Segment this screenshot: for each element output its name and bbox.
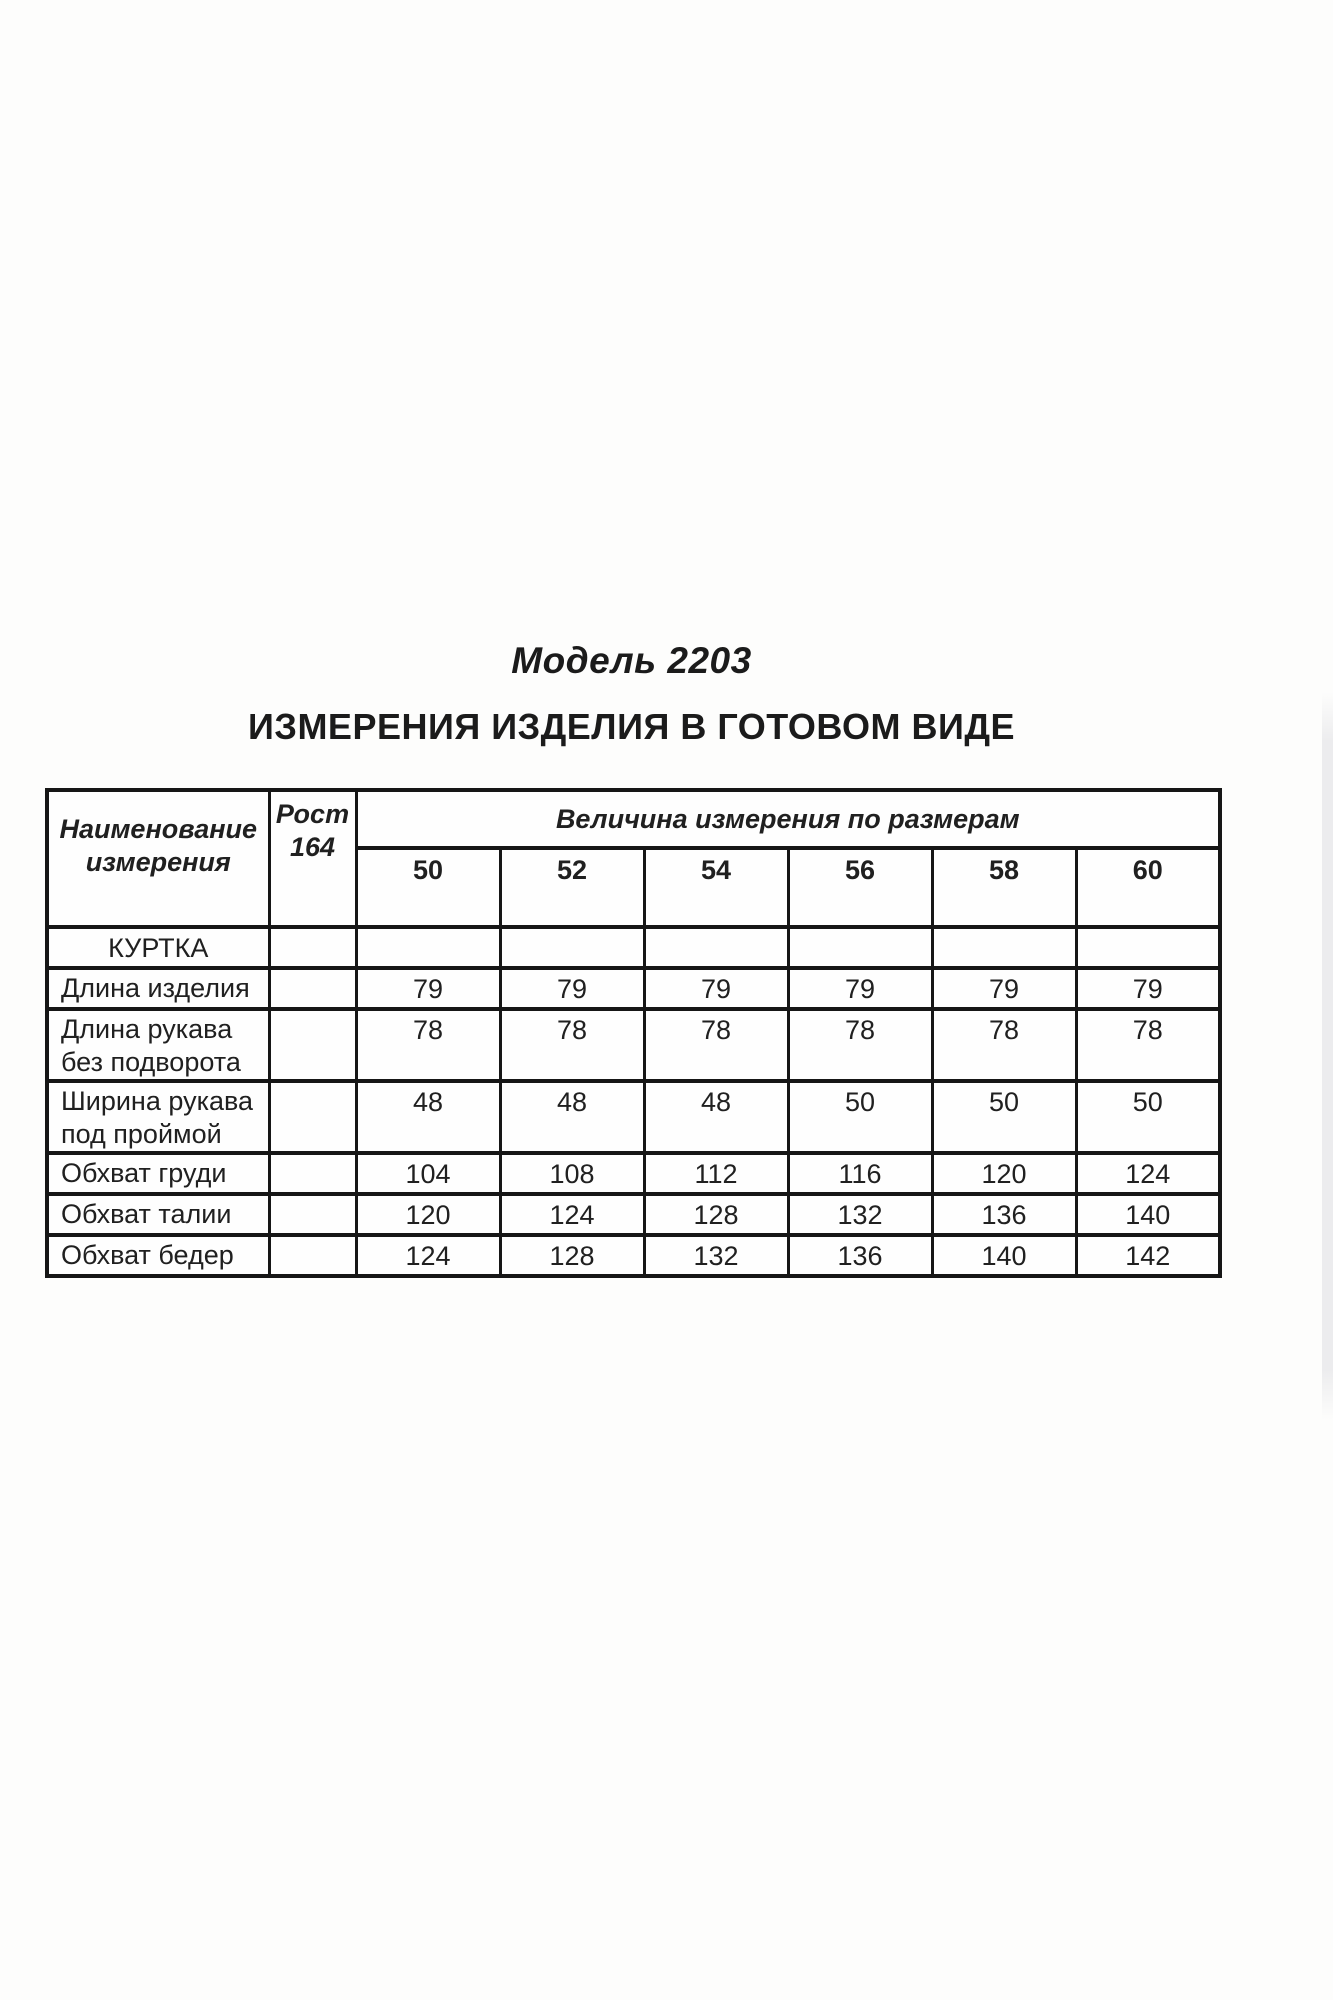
header-row-1 xyxy=(47,790,1220,848)
value-cell: 136 xyxy=(788,1235,932,1276)
height-value: 164 xyxy=(289,832,336,862)
value-cell: 79 xyxy=(644,968,788,1009)
empty-cell xyxy=(932,927,1076,968)
value-cell: 79 xyxy=(500,968,644,1009)
value-cell: 78 xyxy=(356,1009,500,1081)
size-table xyxy=(45,788,1222,1278)
value-cell: 48 xyxy=(356,1081,500,1153)
size-col-header-58: 58 xyxy=(932,848,1076,927)
value-cell: 48 xyxy=(500,1081,644,1153)
value-cell: 50 xyxy=(932,1081,1076,1153)
empty-cell xyxy=(500,927,644,968)
value-cell: 50 xyxy=(788,1081,932,1153)
section-label: КУРТКА xyxy=(47,927,269,968)
page-subtitle: ИЗМЕРЕНИЯ ИЗДЕЛИЯ В ГОТОВОМ ВИДЕ xyxy=(248,706,1015,747)
page-title: Модель 2203 xyxy=(511,640,752,681)
value-cell: 78 xyxy=(1076,1009,1220,1081)
value-cell: 104 xyxy=(356,1153,500,1194)
value-cell: 140 xyxy=(932,1235,1076,1276)
value-cell: 78 xyxy=(932,1009,1076,1081)
sizes-span-header: Величина измерения по размерам xyxy=(356,790,1220,848)
empty-cell xyxy=(269,1081,356,1153)
value-cell: 78 xyxy=(788,1009,932,1081)
size-col-header-50: 50 xyxy=(356,848,500,927)
value-cell: 124 xyxy=(500,1194,644,1235)
empty-cell xyxy=(269,1009,356,1081)
table-row xyxy=(47,1081,1220,1153)
value-cell: 136 xyxy=(932,1194,1076,1235)
table-row xyxy=(47,1194,1220,1235)
section-row xyxy=(47,927,1220,968)
value-cell: 79 xyxy=(788,968,932,1009)
height-header-cell xyxy=(269,790,356,927)
table-row xyxy=(47,1009,1220,1081)
empty-cell xyxy=(269,1194,356,1235)
value-cell: 50 xyxy=(1076,1081,1220,1153)
value-cell: 120 xyxy=(932,1153,1076,1194)
row-label: Обхват бедер xyxy=(47,1235,269,1276)
empty-cell xyxy=(356,927,500,968)
row-label: Ширина рукава под проймой xyxy=(47,1081,269,1153)
row-label: Обхват талии xyxy=(47,1194,269,1235)
empty-cell xyxy=(269,1235,356,1276)
size-col-header-56: 56 xyxy=(788,848,932,927)
value-cell: 120 xyxy=(356,1194,500,1235)
value-cell: 116 xyxy=(788,1153,932,1194)
value-cell: 128 xyxy=(644,1194,788,1235)
empty-cell xyxy=(269,1153,356,1194)
value-cell: 79 xyxy=(356,968,500,1009)
measurement-name-header: Наименование измерения xyxy=(47,790,269,927)
row-label: Длина изделия xyxy=(47,968,269,1009)
size-col-header-60: 60 xyxy=(1076,848,1220,927)
value-cell: 128 xyxy=(500,1235,644,1276)
table-row xyxy=(47,968,1220,1009)
value-cell: 79 xyxy=(1076,968,1220,1009)
table-row xyxy=(47,1235,1220,1276)
value-cell: 124 xyxy=(1076,1153,1220,1194)
empty-cell xyxy=(788,927,932,968)
value-cell: 132 xyxy=(788,1194,932,1235)
size-col-header-54: 54 xyxy=(644,848,788,927)
value-cell: 48 xyxy=(644,1081,788,1153)
table-row xyxy=(47,1153,1220,1194)
value-cell: 132 xyxy=(644,1235,788,1276)
empty-cell xyxy=(269,968,356,1009)
value-cell: 78 xyxy=(644,1009,788,1081)
height-label: Рост xyxy=(275,799,350,829)
empty-cell xyxy=(644,927,788,968)
value-cell: 140 xyxy=(1076,1194,1220,1235)
empty-cell xyxy=(1076,927,1220,968)
row-label: Длина рукава без подворота xyxy=(47,1009,269,1081)
value-cell: 79 xyxy=(932,968,1076,1009)
value-cell: 124 xyxy=(356,1235,500,1276)
value-cell: 108 xyxy=(500,1153,644,1194)
value-cell: 112 xyxy=(644,1153,788,1194)
empty-cell xyxy=(269,927,356,968)
size-col-header-52: 52 xyxy=(500,848,644,927)
row-label: Обхват груди xyxy=(47,1153,269,1194)
value-cell: 78 xyxy=(500,1009,644,1081)
value-cell: 142 xyxy=(1076,1235,1220,1276)
page-edge-shadow xyxy=(1322,692,1333,1420)
